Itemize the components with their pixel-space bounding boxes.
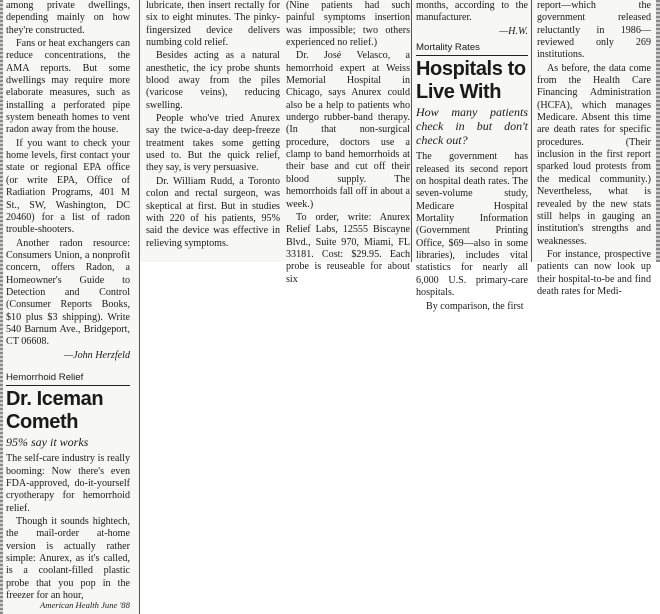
byline: —H.W.	[499, 25, 528, 37]
byline: —John Herzfeld	[64, 349, 130, 361]
paragraph: among private dwellings, depending mainly on how they're constructed.	[6, 0, 130, 36]
column-rule	[531, 0, 532, 262]
publication-credit: American Health June '88	[40, 600, 130, 610]
headline-line-1: Hospitals to	[416, 58, 526, 81]
paragraph: Dr. William Rudd, a Toronto colon and rectal surgeon, was skeptical at first. But in studies with 220 of his patients, 95% said the device was effective in relieving symptoms.	[146, 175, 280, 249]
paragraph: Besides acting as a natural anesthetic, the icy probe shunts blood away from the piles (varicose veins), reducing swelling.	[146, 50, 280, 111]
deck: How many patients check in but don't check out?	[416, 105, 528, 148]
paragraph: The government has released its second report on hospital death rates. The seven-volume study, Medicare Hospital Mortality Information (Government Printing Office, $69—also in some libraries), includes vital statistics for nearly all 6,000 U.S. primary-care hospitals.	[416, 151, 528, 299]
article-column-2	[146, 0, 280, 251]
column-rule	[139, 0, 140, 614]
deck: 95% say it works	[6, 435, 89, 450]
paragraph: For instance, prospective patients can now look up their hospital-to-be and find death rates for Medi-	[537, 248, 651, 297]
article-column-1	[6, 0, 130, 603]
paragraph: lubricate, then insert rectally for six to eight minutes. The pinky-fingersized device delivers numbing cold relief.	[146, 0, 280, 49]
column-rule	[411, 0, 412, 262]
paragraph: People who've tried Anurex say the twice-a-day deep-freeze treatment takes some getting used to. But the quick relief, they say, is very persuasive.	[146, 113, 280, 174]
paragraph: months, according to the manufacturer.	[416, 0, 528, 24]
article-column-5	[537, 0, 651, 299]
paragraph: To order, write: Anurex Relief Labs, 12555 Biscayne Blvd., Suite 970, Miami, FL 33181. Cost: $29.95. Each probe is reuseable for about six	[286, 211, 410, 285]
paragraph: By comparison, the first	[426, 300, 524, 312]
scan-edge-left	[0, 0, 3, 614]
section-kicker: Mortality Rates	[416, 42, 528, 56]
scan-edge-top-right	[656, 0, 660, 262]
section-kicker: Hemorrhoid Relief	[6, 372, 130, 386]
paragraph: As before, the data come from the Health Care Financing Administration (HCFA), which manages Medicare. Absent this time are death rates for specific procedures. (Their inclusion in the first report sparked loud protests from the medical community.) Nevertheless, what is revealed by the new stats still helps in gauging an institution's strengths and weaknesses.	[537, 62, 651, 247]
paragraph: The self-care industry is really booming: Now there's even FDA-approved, do-it-yourself cryotherapy for hemorrhoid relief.	[6, 453, 130, 514]
article-column-3	[286, 0, 410, 287]
paragraph: Though it sounds hightech, the mail-order at-home version is actually rather simple: Anurex, as it's called, is a coolant-filled plastic probe that you pop in the freezer for an hour,	[6, 516, 130, 602]
paragraph: Dr. José Velasco, a hemorrhoid expert at Weiss Memorial Hospital in Chicago, says Anurex could also be a help to patients who undergo rubber-band therapy. (In that non-surgical procedure, doctors use a clamp to band hemorrhoids at their base and cut off their blood supply. The hemorrhoids fall off in about a week.)	[286, 50, 410, 210]
paragraph: (Nine patients had such painful symptoms insertion was impossible; two others experienced no relief.)	[286, 0, 410, 49]
paragraph: report—which the government released reluctantly in 1986—reviewed only 269 institutions.	[537, 0, 651, 61]
paragraph: If you want to check your home levels, first contact your state or regional EPA office (or write EPA, Office of Radiation Programs, 401 M St., SW, Washington, DC 20460) for a list of radon trouble-shooters.	[6, 137, 130, 236]
headline-line-2: Cometh	[6, 411, 79, 434]
headline-line-1: Dr. Iceman	[6, 388, 104, 411]
paragraph: Another radon resource: Consumers Union, a nonprofit concern, offers Radon, a Homeowner's Guide to Detection and Control (Consumer Reports Books, $10 plus $3 shipping). Write 540 Barnum Ave., Bridgeport, CT 06608.	[6, 237, 130, 348]
headline-line-2: Live With	[416, 81, 502, 104]
article-column-4	[416, 0, 528, 314]
paragraph: Fans or heat exchangers can reduce concentrations, the AMA reports. But some dwellings may require more elaborate measures, such as installing a perforated pipe system beneath homes to vent radon away from the house.	[6, 38, 130, 136]
